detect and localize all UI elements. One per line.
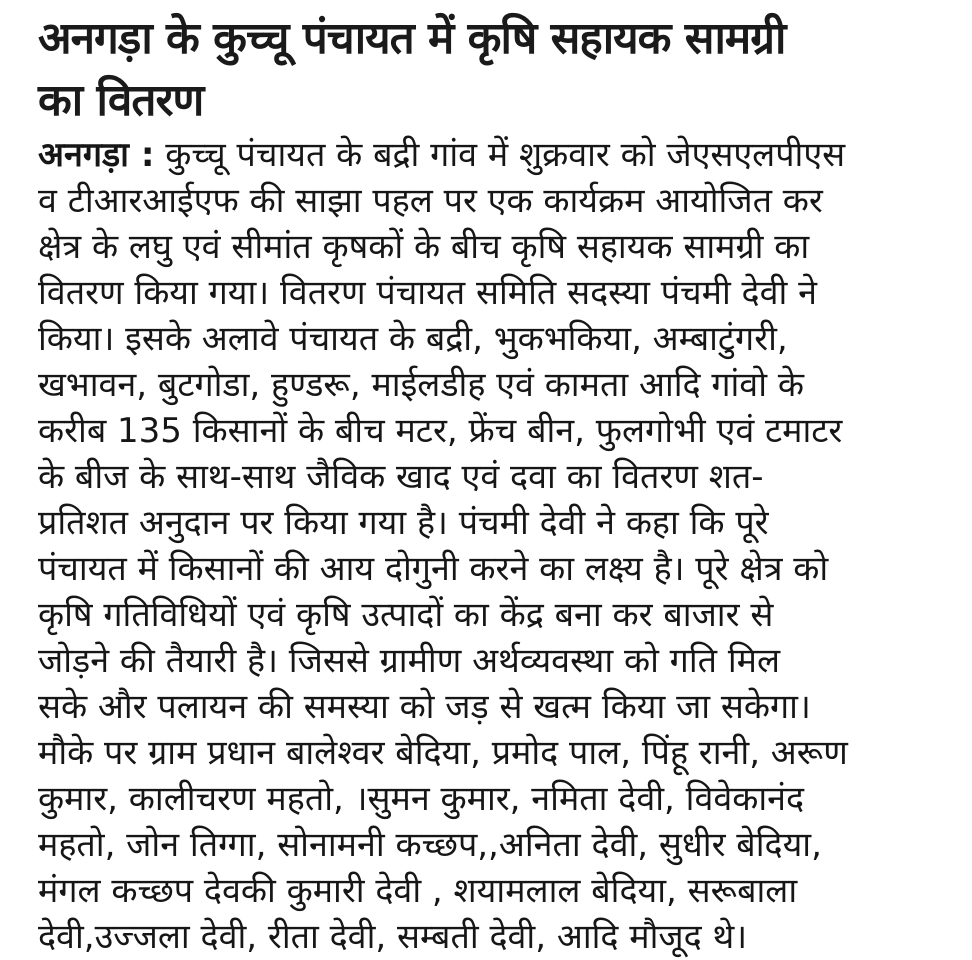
body-line: प्रतिशत अनुदान पर किया गया है। पंचमी देवी ने कहा कि पूरे [38,503,769,543]
body-line: वितरण किया गया। वितरण पंचायत समिति सदस्या पंचमी देवी ने [38,273,818,313]
body-line: पंचायत में किसानों की आय दोगुनी करने का लक्ष्य है। पूरे क्षेत्र को [38,549,829,589]
body-line: व टीआरआईएफ की साझा पहल पर एक कार्यक्रम आयोजित कर [38,181,823,221]
body-line: कृषि गतिविधियों एवं कृषि उत्पादों का केंद्र बना कर बाजार से [38,595,774,635]
headline-line: का वितरण [38,75,204,126]
body-line: कुमार, कालीचरण महतो, ।सुमन कुमार, नमिता देवी, विवेकानंद [38,779,805,819]
body-line: खभावन, बुटगोडा, हुण्डरू, माईलडीह एवं कामता आदि गांवो के [38,365,804,405]
body-line: क्षेत्र के लघु एवं सीमांत कृषकों के बीच कृषि सहायक सामग्री का [38,227,810,267]
headline-line: अनगड़ा के कुच्चू पंचायत में कृषि सहायक सामग्री [38,13,786,64]
body-line: सके और पलायन की समस्या को जड़ से खत्म किया जा सकेगा। [38,687,811,727]
body-line: महतो, जोन तिग्गा, सोनामनी कच्छप,,अनिता देवी, सुधीर बेदिया, [38,825,822,865]
body-line: मंगल कच्छप देवकी कुमारी देवी , शयामलाल बेदिया, सरूबाला [38,871,798,911]
body-line: के बीज के साथ-साथ जैविक खाद एवं दवा का वितरण शत- [38,457,764,497]
body-line: देवी,उज्जला देवी, रीता देवी, सम्बती देवी, आदि मौजूद थे। [38,917,748,957]
body-line [38,132,942,178]
body-line-text: कुच्चू पंचायत के बद्री गांव में शुक्रवार को जेएसएलपीएस [154,135,846,175]
body-line: करीब 135 किसानों के बीच मटर, फ्रेंच बीन, फुलगोभी एवं टमाटर [38,411,843,451]
article-headline [38,8,942,132]
body-line: जोड़ने की तैयारी है। जिससे ग्रामीण अर्थव्यवस्था को गति मिल [38,641,781,681]
dateline: अनगड़ा : [38,135,155,175]
article-body [38,132,942,960]
body-line: मौके पर ग्राम प्रधान बालेश्वर बेदिया, प्रमोद पाल, पिंहू रानी, अरूण [38,733,848,773]
body-line: किया। इसके अलावे पंचायत के बद्री, भुकभकिया, अम्बाटुंगरी, [38,319,788,359]
